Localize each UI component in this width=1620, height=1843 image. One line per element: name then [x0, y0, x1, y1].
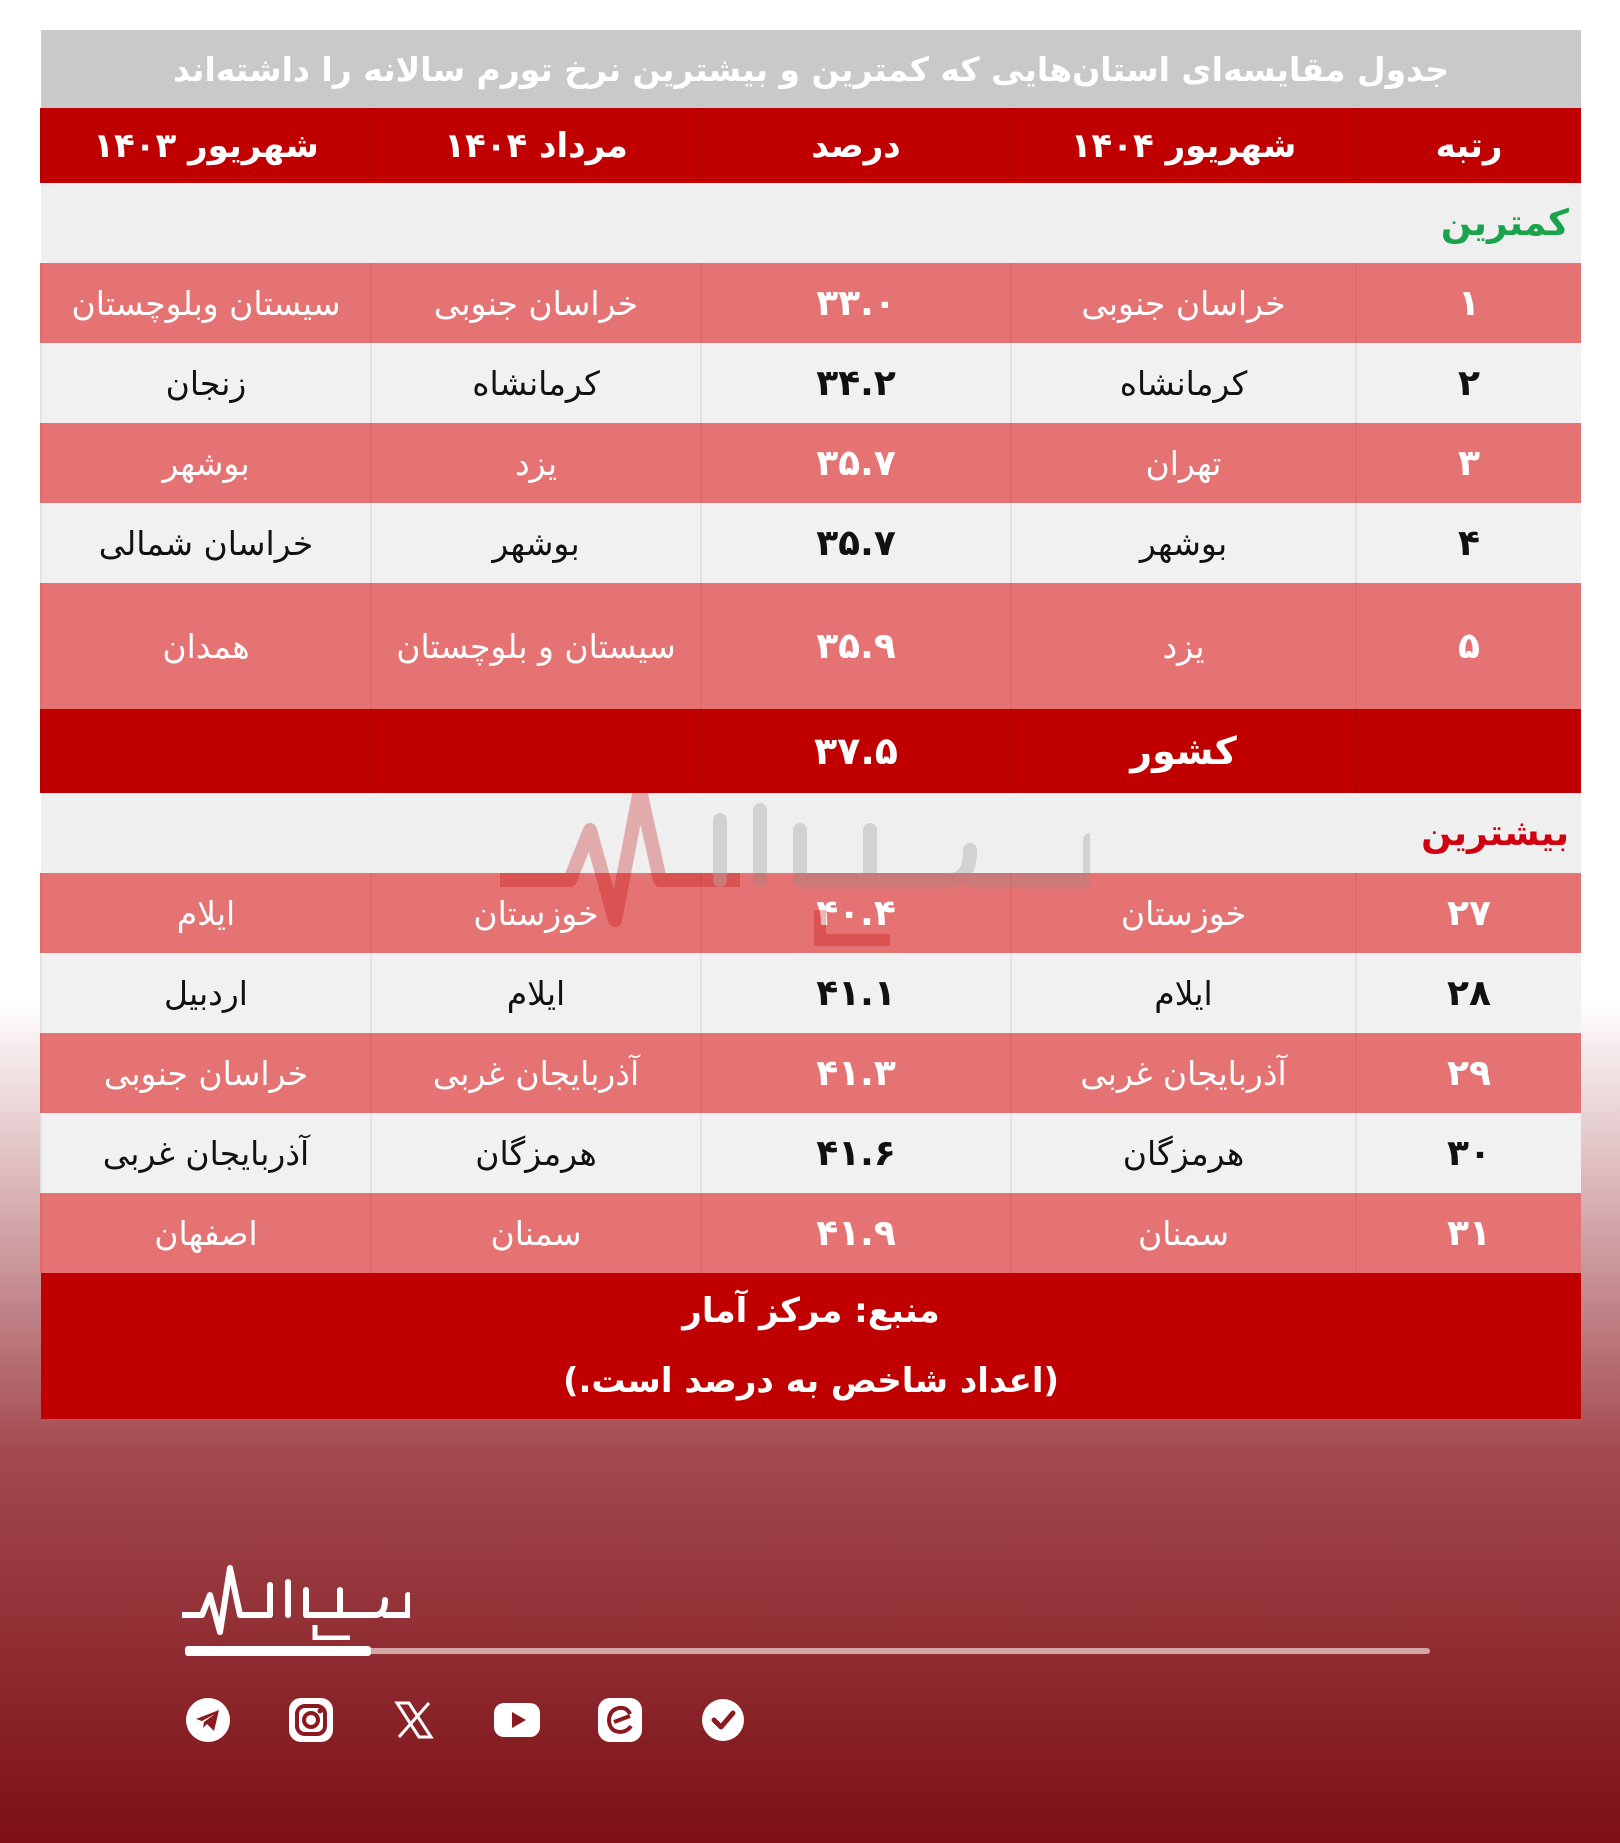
cell-rank: ۱ [1356, 263, 1581, 343]
footer-cell [41, 1273, 1581, 1419]
bale-icon[interactable] [695, 1692, 751, 1748]
table-row [41, 953, 1581, 1033]
cell-mordad-1404: هرمزگان [371, 1113, 701, 1193]
cell-shahrivar-1403: خراسان شمالی [41, 503, 371, 583]
cell-rank: ۳۱ [1356, 1193, 1581, 1273]
cell-mordad-1404: خراسان جنوبی [371, 263, 701, 343]
cell-shahrivar-1404: تهران [1011, 423, 1356, 503]
source-text: منبع: مرکز آمار [682, 1291, 940, 1331]
section-lowest-row [41, 183, 1581, 263]
table-row [41, 873, 1581, 953]
header-percent: درصد [701, 108, 1011, 183]
country-label: کشور [1011, 709, 1356, 793]
cell-percent: ۳۵.۷ [701, 423, 1011, 503]
cell-rank: ۵ [1356, 583, 1581, 709]
table-row [41, 1193, 1581, 1273]
section-highest-label: بیشترین [41, 793, 1581, 873]
social-links [180, 1692, 780, 1748]
cell-shahrivar-1403: خراسان جنوبی [41, 1033, 371, 1113]
cell-rank: ۳۰ [1356, 1113, 1581, 1193]
cell-shahrivar-1404: خوزستان [1011, 873, 1356, 953]
header-row [41, 108, 1581, 183]
cell-shahrivar-1403: ایلام [41, 873, 371, 953]
cell-rank: ۳ [1356, 423, 1581, 503]
inflation-table [40, 30, 1581, 1419]
inflation-table-container [40, 30, 1580, 1419]
note-text: (اعداد شاخص به درصد است.) [562, 1361, 1060, 1401]
table-title: جدول مقایسه‌ای استان‌هایی که کمترین و بیشترین نرخ تورم سالانه را داشته‌اند [41, 30, 1581, 108]
cell-shahrivar-1403: آذربایجان غربی [41, 1113, 371, 1193]
cell-shahrivar-1403: اصفهان [41, 1193, 371, 1273]
cell-shahrivar-1404: ایلام [1011, 953, 1356, 1033]
cell-mordad-1404: سیستان و بلوچستان [371, 583, 701, 709]
country-percent: ۳۷.۵ [701, 709, 1011, 793]
cell-rank: ۲۷ [1356, 873, 1581, 953]
cell-percent: ۳۴.۲ [701, 343, 1011, 423]
cell-percent: ۴۱.۳ [701, 1033, 1011, 1113]
cell-rank: ۲۸ [1356, 953, 1581, 1033]
cell-rank: ۲ [1356, 343, 1581, 423]
eitaa-icon[interactable] [592, 1692, 648, 1748]
cell-mordad-1404: یزد [371, 423, 701, 503]
table-row [41, 503, 1581, 583]
cell-shahrivar-1403: همدان [41, 583, 371, 709]
cell-empty [371, 709, 701, 793]
cell-shahrivar-1403: بوشهر [41, 423, 371, 503]
footer-divider-accent [185, 1646, 371, 1656]
header-rank: رتبه [1356, 108, 1581, 183]
footer-divider [185, 1648, 1430, 1654]
header-shahrivar-1403: شهریور ۱۴۰۳ [41, 108, 371, 183]
cell-percent: ۴۱.۶ [701, 1113, 1011, 1193]
cell-mordad-1404: خوزستان [371, 873, 701, 953]
instagram-icon[interactable] [283, 1692, 339, 1748]
cell-rank: ۴ [1356, 503, 1581, 583]
table-row [41, 1033, 1581, 1113]
cell-percent: ۴۰.۴ [701, 873, 1011, 953]
cell-percent: ۳۵.۷ [701, 503, 1011, 583]
table-row [41, 343, 1581, 423]
cell-percent: ۳۵.۹ [701, 583, 1011, 709]
cell-percent: ۴۱.۱ [701, 953, 1011, 1033]
cell-mordad-1404: بوشهر [371, 503, 701, 583]
cell-mordad-1404: کرمانشاه [371, 343, 701, 423]
cell-shahrivar-1404: کرمانشاه [1011, 343, 1356, 423]
cell-shahrivar-1403: زنجان [41, 343, 371, 423]
telegram-icon[interactable] [180, 1692, 236, 1748]
cell-percent: ۴۱.۹ [701, 1193, 1011, 1273]
section-highest-row [41, 793, 1581, 873]
cell-shahrivar-1404: بوشهر [1011, 503, 1356, 583]
cell-rank: ۲۹ [1356, 1033, 1581, 1113]
table-row [41, 263, 1581, 343]
cell-shahrivar-1404: آذربایجان غربی [1011, 1033, 1356, 1113]
table-row [41, 1113, 1581, 1193]
footer-row [41, 1273, 1581, 1419]
cell-mordad-1404: ایلام [371, 953, 701, 1033]
cell-mordad-1404: سمنان [371, 1193, 701, 1273]
cell-empty [41, 709, 371, 793]
table-title-row [41, 30, 1581, 108]
header-shahrivar-1404: شهریور ۱۴۰۴ [1011, 108, 1356, 183]
header-mordad-1404: مرداد ۱۴۰۴ [371, 108, 701, 183]
section-lowest-label: کمترین [41, 183, 1581, 263]
cell-shahrivar-1404: سمنان [1011, 1193, 1356, 1273]
cell-rank-empty [1356, 709, 1581, 793]
cell-shahrivar-1404: هرمزگان [1011, 1113, 1356, 1193]
cell-mordad-1404: آذربایجان غربی [371, 1033, 701, 1113]
table-row [41, 583, 1581, 709]
x-icon[interactable] [386, 1692, 442, 1748]
youtube-icon[interactable] [489, 1692, 545, 1748]
brand-logo [180, 1560, 410, 1640]
cell-percent: ۳۳.۰ [701, 263, 1011, 343]
cell-shahrivar-1404: خراسان جنوبی [1011, 263, 1356, 343]
country-row [41, 709, 1581, 793]
cell-shahrivar-1404: یزد [1011, 583, 1356, 709]
cell-shahrivar-1403: اردبیل [41, 953, 371, 1033]
table-row [41, 423, 1581, 503]
cell-shahrivar-1403: سیستان وبلوچستان [41, 263, 371, 343]
